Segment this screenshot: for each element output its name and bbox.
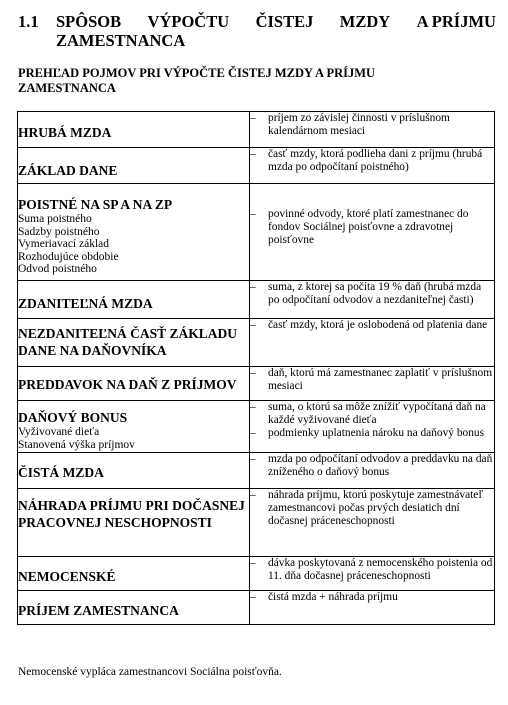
description-item <box>250 489 494 528</box>
term-name: NEMOCENSKÉ <box>18 569 116 584</box>
description-text: podmienky uplatnenia nároku na daňový bonus <box>268 427 485 439</box>
term-name: HRUBÁ MZDA <box>18 125 112 140</box>
description-item <box>250 453 494 479</box>
dash-bullet: – <box>250 401 256 413</box>
description-text: suma, z ktorej sa počíta 19 % daň (hrubá mzda po odpočítaní odvodov a nezdaniteľnej časti) <box>268 281 482 306</box>
dash-bullet: – <box>250 112 256 124</box>
dash-bullet: – <box>250 148 256 160</box>
description-cell <box>250 453 495 489</box>
description-cell <box>250 367 495 401</box>
description-text: čistá mzda + náhrada príjmu <box>268 591 398 603</box>
description-item <box>250 208 494 247</box>
table-row <box>18 281 495 319</box>
table-title: PREHĽAD POJMOV PRI VÝPOČTE ČISTEJ MZDY A PRÍJMU ZAMESTNANCA <box>18 66 376 95</box>
dash-bullet: – <box>250 557 256 569</box>
term-subitem: Odvod poistného <box>18 263 97 275</box>
description-text: príjem zo závislej činnosti v príslušnom kalendárnom mesiaci <box>268 112 450 137</box>
section-number: 1.1 <box>18 12 39 31</box>
description-cell <box>250 591 495 625</box>
description-text: povinné odvody, ktoré platí zamestnanec do fondov Sociálnej poisťovne a zdravotnej poisťovne <box>268 208 469 246</box>
description-item <box>250 281 494 307</box>
term-cell <box>18 112 250 148</box>
term-cell <box>18 184 250 281</box>
dash-bullet: – <box>250 367 256 379</box>
heading-word: MZDY <box>339 12 391 31</box>
term-cell <box>18 557 250 591</box>
term-name: NÁHRADA PRÍJMU PRI DOČASNEJ PRACOVNEJ NESCHOPNOSTI <box>18 498 245 530</box>
dash-bullet: – <box>250 453 256 465</box>
term-cell <box>18 367 250 401</box>
table-row <box>18 112 495 148</box>
description-item <box>250 319 494 332</box>
description-cell <box>250 112 495 148</box>
description-text: daň, ktorú má zamestnanec zaplatiť v príslušnom mesiaci <box>268 367 493 392</box>
description-text: časť mzdy, ktorá podlieha dani z príjmu (hrubá mzda po odpočítaní poistného) <box>268 148 483 173</box>
heading-line-1 <box>56 12 496 31</box>
term-cell <box>18 148 250 184</box>
description-text: mzda po odpočítaní odvodov a preddavku na daň zníženého o daňový bonus <box>268 453 493 478</box>
heading-word: A PRÍJMU <box>416 12 496 31</box>
description-cell <box>250 319 495 367</box>
dash-bullet: – <box>250 281 256 293</box>
description-item <box>250 557 494 583</box>
description-cell <box>250 184 495 281</box>
terms-table <box>17 111 495 625</box>
heading-word: ČISTEJ <box>255 12 314 31</box>
term-cell <box>18 489 250 557</box>
footer-note: Nemocenské vypláca zamestnancovi Sociálna poisťovňa. <box>18 666 282 678</box>
description-cell <box>250 148 495 184</box>
description-cell <box>250 489 495 557</box>
term-name: ZÁKLAD DANE <box>18 163 118 178</box>
term-cell <box>18 591 250 625</box>
heading-word: VÝPOČTU <box>147 12 230 31</box>
table-row <box>18 401 495 453</box>
terms-table-body <box>18 112 495 625</box>
description-item <box>250 401 494 427</box>
dash-bullet: – <box>250 591 256 603</box>
description-cell <box>250 557 495 591</box>
description-item <box>250 112 494 138</box>
term-subitem: Sadzby poistného <box>18 225 100 238</box>
description-item <box>250 367 494 393</box>
term-cell <box>18 281 250 319</box>
heading-word: SPÔSOB <box>56 12 122 31</box>
table-row <box>18 148 495 184</box>
description-cell <box>250 281 495 319</box>
description-text: dávka poskytovaná z nemocenského poistenia od 11. dňa dočasnej práceneschopnosti <box>268 557 493 582</box>
term-name: PREDDAVOK NA DAŇ Z PRÍJMOV <box>18 377 237 392</box>
dash-bullet: – <box>250 319 256 331</box>
term-cell <box>18 453 250 489</box>
term-cell <box>18 319 250 367</box>
dash-bullet: – <box>250 208 256 220</box>
table-row <box>18 319 495 367</box>
term-subitem: Stanovená výška príjmov <box>18 438 135 451</box>
table-row <box>18 489 495 557</box>
term-cell <box>18 401 250 453</box>
term-name: ČISTÁ MZDA <box>18 465 104 480</box>
description-item <box>250 591 494 604</box>
term-name: NEZDANITEĽNÁ ČASŤ ZÁKLADU DANE NA DAŇOVNÍKA <box>18 326 238 358</box>
term-subitem: Suma poistného <box>18 213 92 225</box>
term-name: ZDANITEĽNÁ MZDA <box>18 296 153 311</box>
table-row <box>18 184 495 281</box>
dash-bullet: – <box>250 427 256 439</box>
heading-line-2: ZAMESTNANCA <box>56 31 186 50</box>
description-text: suma, o ktorú sa môže znížiť vypočítaná daň na každé vyživované dieťa <box>268 401 486 426</box>
description-item <box>250 148 494 174</box>
description-text: náhrada príjmu, ktorú poskytuje zamestnávateľ zamestnancovi počas prvých desiatich dní dočasnej práceneschopnosti <box>268 489 483 527</box>
table-row <box>18 591 495 625</box>
term-name: DAŇOVÝ BONUS <box>18 410 128 425</box>
term-name: PRÍJEM ZAMESTNANCA <box>18 603 179 618</box>
table-row <box>18 453 495 489</box>
term-subitem: Rozhodujúce obdobie <box>18 250 119 263</box>
term-subitem: Vymeriavací základ <box>18 238 109 250</box>
dash-bullet: – <box>250 489 256 501</box>
table-row <box>18 367 495 401</box>
term-name: POISTNÉ NA SP A NA ZP <box>18 197 173 212</box>
table-row <box>18 557 495 591</box>
description-cell <box>250 401 495 453</box>
description-text: časť mzdy, ktorá je oslobodená od platenia dane <box>268 319 488 331</box>
description-item <box>250 427 494 440</box>
term-subitem: Vyživované dieťa <box>18 426 100 438</box>
